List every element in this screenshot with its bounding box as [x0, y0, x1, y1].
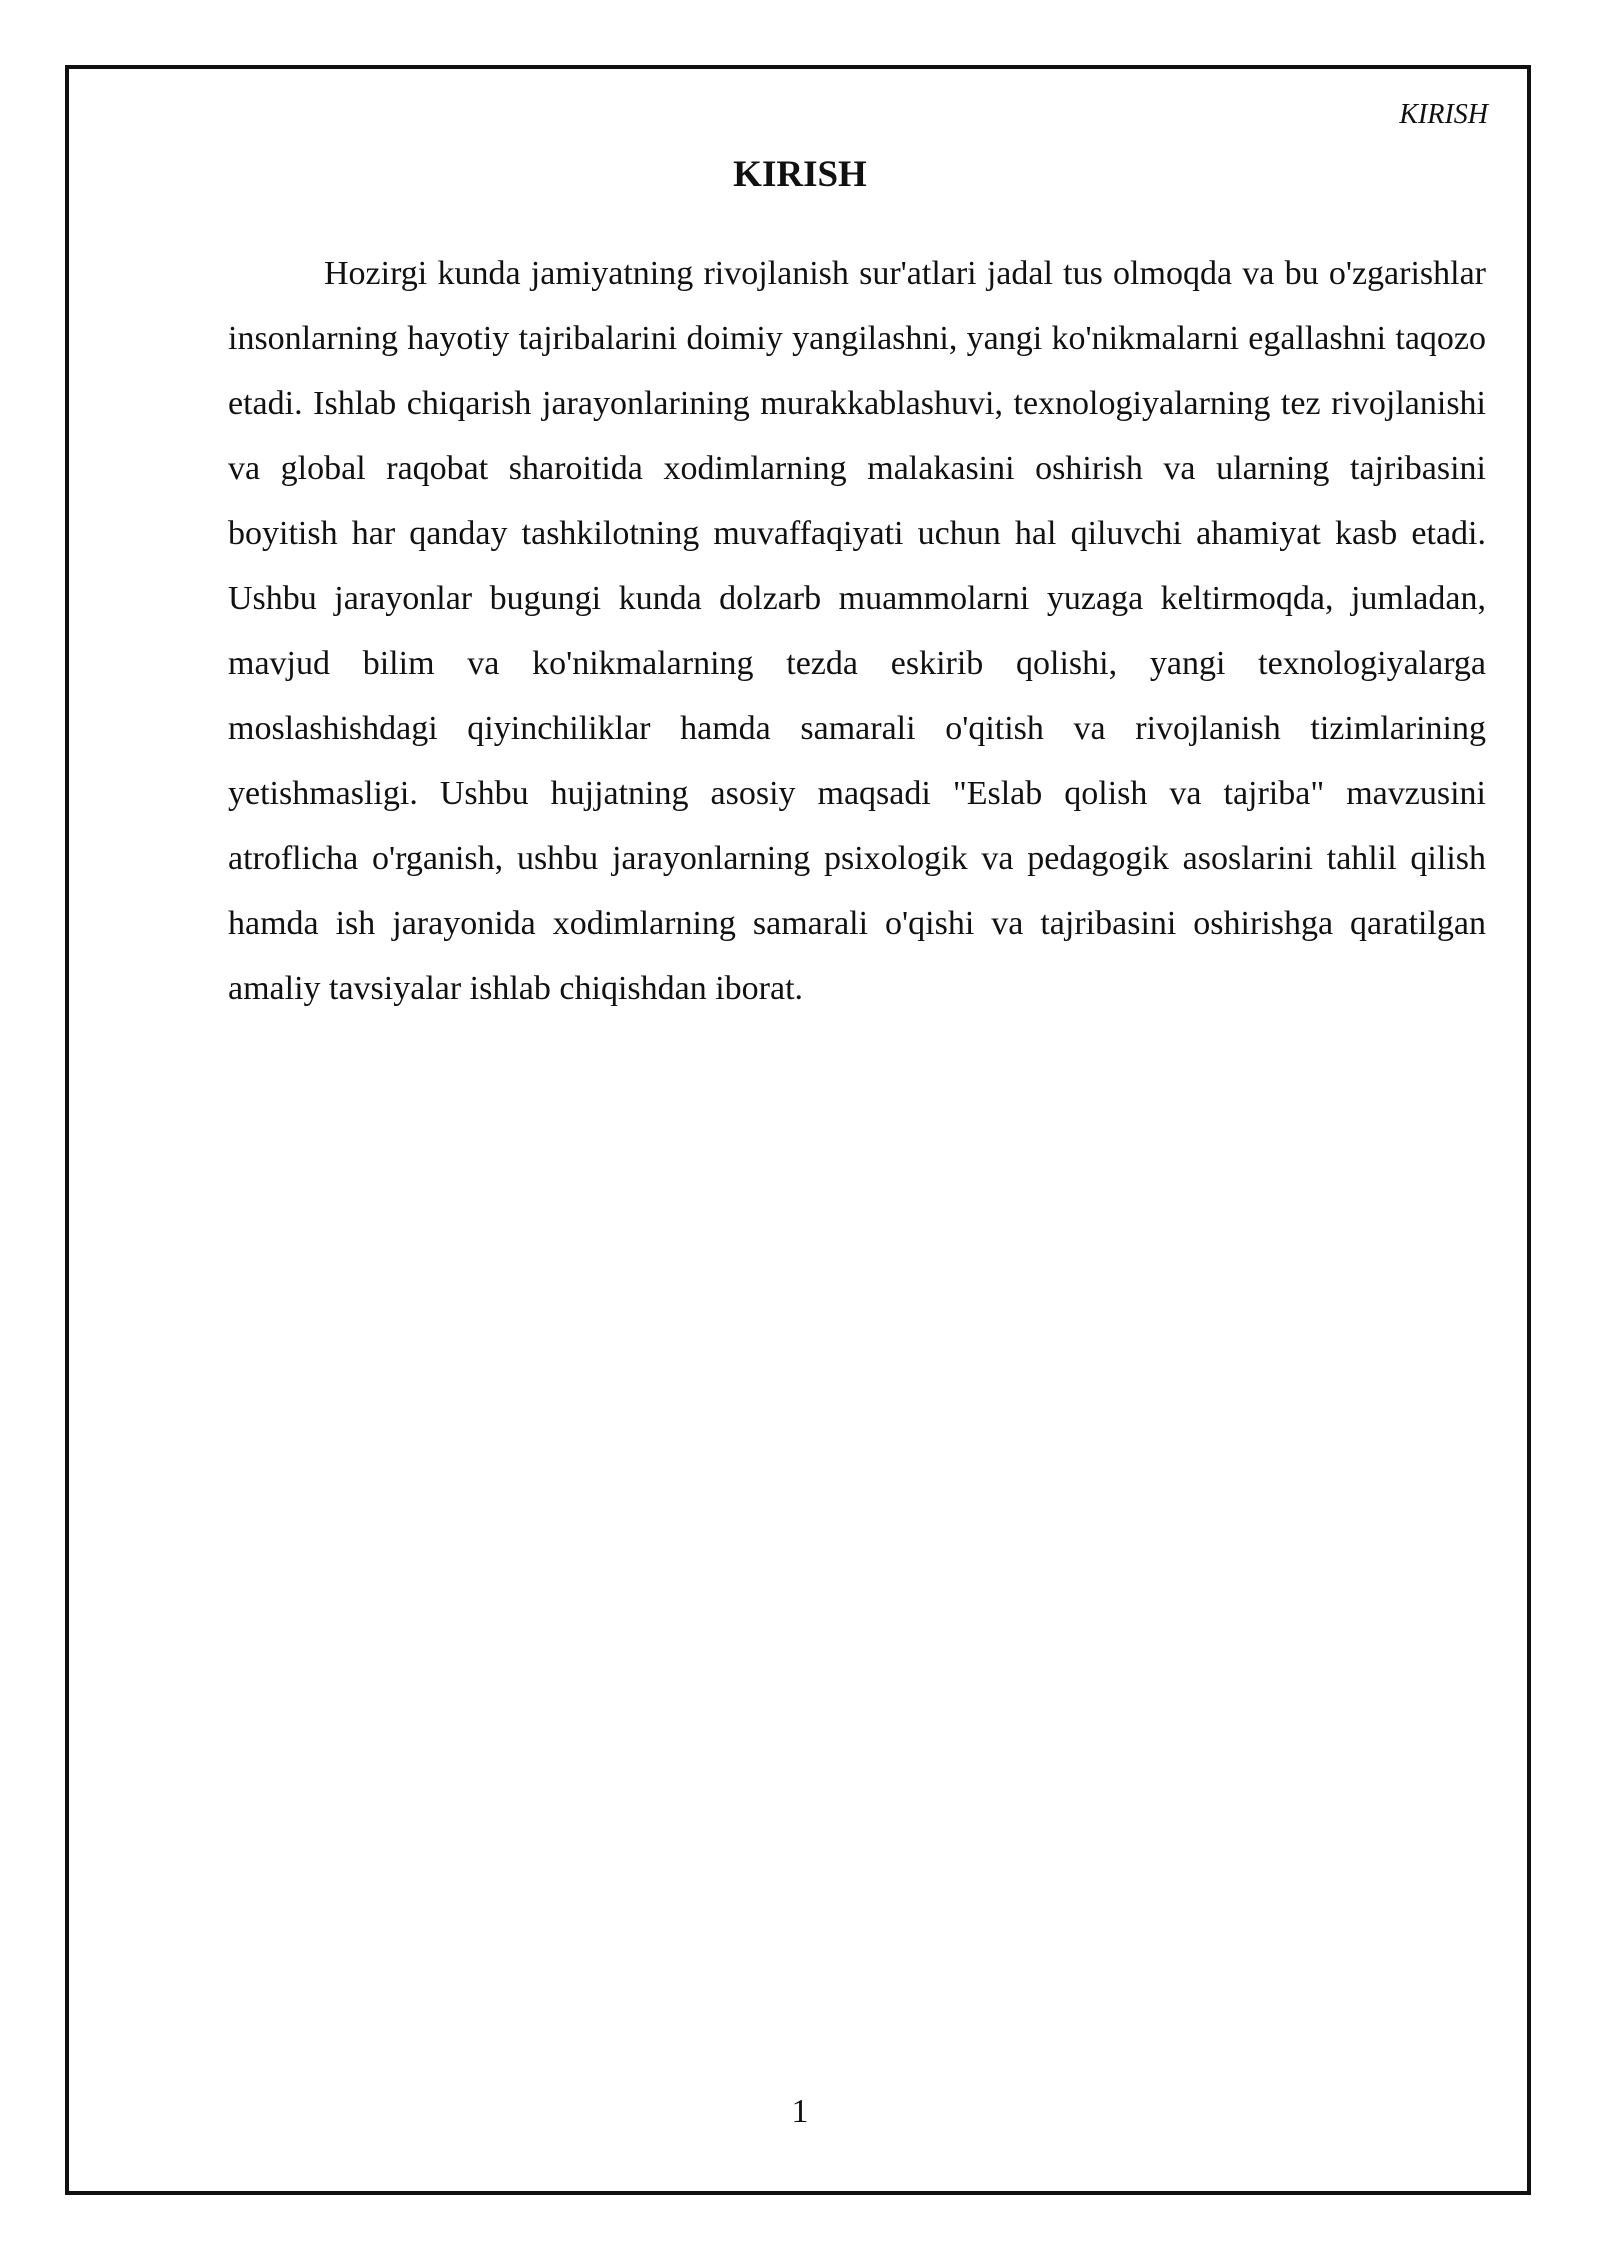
page-number: 1 — [791, 2093, 809, 2130]
running-header: KIRISH — [1399, 99, 1488, 130]
body-paragraph: Hozirgi kunda jamiyatning rivojlanish sur'atlari jadal tus olmoqda va bu o'zgarishlar insonlarning hayotiy tajribalarini doimiy yangilashni, yangi ko'nikmalarni egallashni taqozo etadi. Ishlab chiqarish jarayonlarining murakkablashuvi, texnologiyalarning tez rivojlanishi va global raqobat sharoitida xodimlarning malakasini oshirish va ularning tajribasini boyitish har qanday tashkilotning muvaffaqiyati uchun hal qiluvchi ahamiyat kasb etadi. Ushbu jarayonlar bugungi kunda dolzarb muammolarni yuzaga keltirmoqda, jumladan, mavjud bilim va ko'nikmalarning tezda eskirib qolishi, yangi texnologiyalarga moslashishdagi qiyinchiliklar hamda samarali o'qitish va rivojlanish tizimlarining yetishmasligi. Ushbu hujjatning asosiy maqsadi "Eslab qolish va tajriba" mavzusini atroflicha o'rganish, ushbu jarayonlarning psixologik va pedagogik asoslarini tahlil qilish hamda ish jarayonida xodimlarning samarali o'qishi va tajribasini oshirishga qaratilgan amaliy tavsiyalar ishlab chiqishdan iborat. — [228, 255, 1486, 1007]
page-title: KIRISH — [733, 154, 867, 195]
